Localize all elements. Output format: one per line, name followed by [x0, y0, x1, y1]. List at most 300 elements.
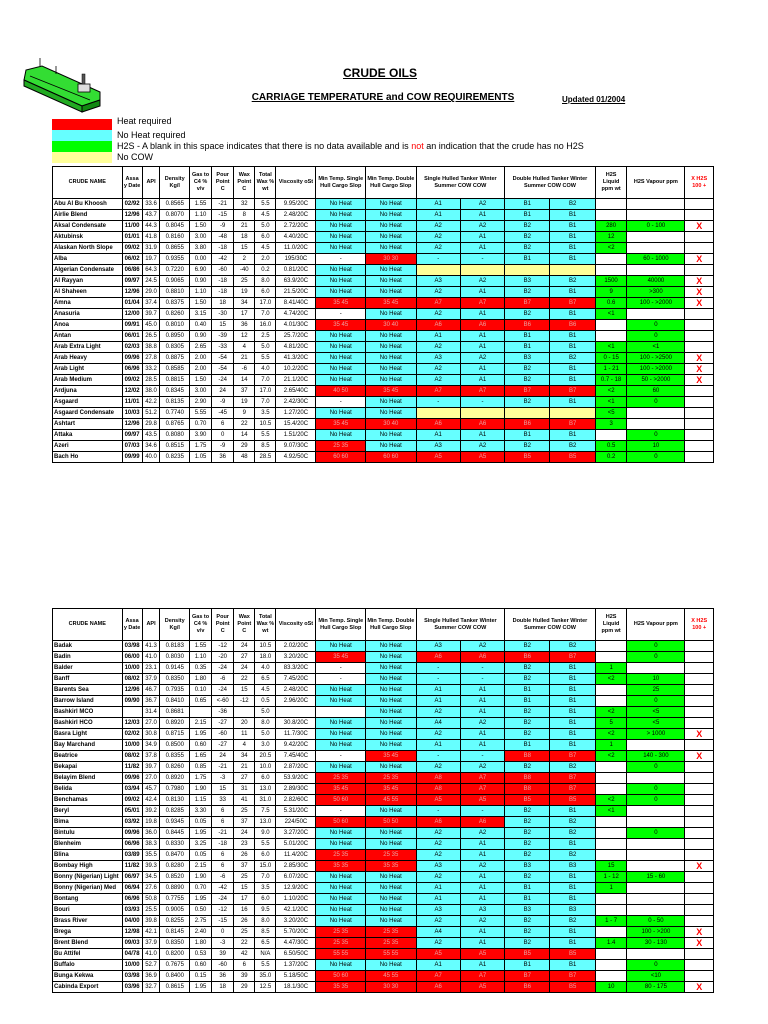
table-cell: Bombay High	[53, 861, 123, 872]
table-cell: Anasuria	[53, 309, 123, 320]
table-cell	[595, 641, 627, 652]
table-cell: 0	[627, 652, 685, 663]
table-cell: 0.8920	[160, 773, 190, 784]
table-cell: No Heat	[316, 718, 366, 729]
table-cell: No Heat	[366, 243, 417, 254]
table-cell: 09/02	[122, 375, 142, 386]
table-cell: 24	[234, 663, 255, 674]
table-cell: 25 35	[366, 927, 417, 938]
table-cell: 0.8135	[160, 397, 190, 408]
table-cell: 27.0	[142, 773, 160, 784]
table-cell: -42	[212, 883, 234, 894]
table-cell: B5	[550, 795, 595, 806]
table-cell: 1.10	[190, 287, 212, 298]
table-cell: 1.75	[190, 441, 212, 452]
table-row	[53, 232, 714, 243]
table-cell: 0.8515	[160, 441, 190, 452]
table-cell: 30 40	[366, 320, 417, 331]
table-cell: 0.8280	[160, 861, 190, 872]
table-cell: B2	[505, 674, 550, 685]
table-cell: 1.95	[190, 982, 212, 993]
table-cell: 41.3	[142, 641, 160, 652]
table-cell: A5	[460, 795, 504, 806]
table-cell: 8.0	[255, 276, 276, 287]
table-cell: B5	[505, 452, 550, 463]
table-cell	[276, 707, 316, 718]
table-cell: Bu Attifel	[53, 949, 123, 960]
table-cell: 27	[234, 652, 255, 663]
table-cell: No Heat	[316, 828, 366, 839]
table-cell: 12/96	[122, 287, 142, 298]
table-cell: X	[685, 375, 714, 386]
table-cell: Attaka	[53, 430, 123, 441]
table-cell: 1	[595, 663, 627, 674]
table-row	[53, 960, 714, 971]
table-cell: 15.4/20C	[276, 419, 316, 430]
table-cell: 8	[234, 210, 255, 221]
table-cell: A1	[416, 960, 460, 971]
table-cell: N/A	[255, 949, 276, 960]
table-cell	[685, 663, 714, 674]
table-cell: B6	[505, 652, 550, 663]
table-cell: 0.2	[255, 265, 276, 276]
table-cell: 0	[627, 320, 685, 331]
table-cell: 13.0	[255, 817, 276, 828]
table-cell: 17	[234, 894, 255, 905]
table-cell: 2.40	[190, 927, 212, 938]
table-cell: -21	[212, 199, 234, 210]
table-cell: Arab Light	[53, 364, 123, 375]
table-cell: B7	[550, 773, 595, 784]
table-cell	[685, 960, 714, 971]
table-cell: 24	[212, 751, 234, 762]
table-cell: B1	[550, 243, 595, 254]
table-cell: A6	[460, 320, 504, 331]
table-cell: A1	[460, 232, 504, 243]
table-cell	[685, 342, 714, 353]
table-cell: -18	[212, 839, 234, 850]
table-cell: B3	[505, 353, 550, 364]
tanker-ship-icon	[20, 48, 104, 116]
table-cell: A1	[416, 685, 460, 696]
table-cell: -	[460, 674, 504, 685]
table-cell: B1	[550, 364, 595, 375]
table-row	[53, 375, 714, 386]
table-cell: 6.07/20C	[276, 872, 316, 883]
table-cell: 1.15	[190, 795, 212, 806]
table-cell: B1	[550, 309, 595, 320]
table-cell: 5.0	[255, 707, 276, 718]
table-cell: 16.0	[255, 320, 276, 331]
table-row	[53, 696, 714, 707]
table-cell: -	[416, 397, 460, 408]
table-cell: 5	[595, 718, 627, 729]
column-header: H2S Vapour ppm	[627, 167, 685, 199]
table-cell: X	[685, 861, 714, 872]
table-cell: 0.7220	[160, 265, 190, 276]
table-cell: 29.8	[142, 419, 160, 430]
column-header: Min Temp. Single Hull Cargo Slop	[316, 609, 366, 641]
table-cell: B2	[505, 232, 550, 243]
table-cell: 0	[627, 430, 685, 441]
table-cell	[595, 960, 627, 971]
table-cell	[685, 452, 714, 463]
table-cell: 7.0	[255, 375, 276, 386]
table-cell: 5.5	[255, 960, 276, 971]
table-cell: A1	[416, 740, 460, 751]
table-cell: 0.8345	[160, 386, 190, 397]
table-cell: 0.8815	[160, 375, 190, 386]
table-cell: B1	[550, 287, 595, 298]
table-cell	[685, 773, 714, 784]
table-cell: 35 45	[316, 298, 366, 309]
table-cell: Arab Medium	[53, 375, 123, 386]
table-cell: -9	[212, 397, 234, 408]
table-cell: 38.8	[142, 342, 160, 353]
table-cell: 0.8260	[160, 762, 190, 773]
table-cell: 0.05	[190, 817, 212, 828]
table-cell: -24	[212, 894, 234, 905]
table-cell: 9.95/20C	[276, 199, 316, 210]
table-cell: A1	[460, 938, 504, 949]
table-row	[53, 916, 714, 927]
table-cell: 13.0	[255, 784, 276, 795]
table-row	[53, 298, 714, 309]
table-row	[53, 740, 714, 751]
table-cell: 5.0	[255, 729, 276, 740]
table-cell: 07/03	[122, 441, 142, 452]
table-cell: 4	[234, 342, 255, 353]
table-row	[53, 320, 714, 331]
table-cell: 37	[234, 817, 255, 828]
table-cell: 12/96	[122, 685, 142, 696]
table-cell: B7	[550, 751, 595, 762]
table-cell: A6	[416, 817, 460, 828]
column-header: API	[142, 167, 160, 199]
table-cell: 31.9	[142, 243, 160, 254]
table-cell: Al Shaheen	[53, 287, 123, 298]
table-row	[53, 718, 714, 729]
table-cell	[685, 652, 714, 663]
table-cell: B1	[550, 331, 595, 342]
table-cell: 2.0	[255, 254, 276, 265]
column-header: Total Wax % wt	[255, 609, 276, 641]
table-cell: B2	[505, 762, 550, 773]
table-cell: 0.8010	[160, 320, 190, 331]
table-cell: 35 45	[316, 320, 366, 331]
table-cell: No Heat	[316, 353, 366, 364]
table-cell: 4	[234, 740, 255, 751]
table-cell: -18	[212, 276, 234, 287]
table-cell	[685, 817, 714, 828]
table-cell: 15	[234, 685, 255, 696]
table-cell	[595, 210, 627, 221]
table-cell: 06/01	[122, 331, 142, 342]
table-cell: No Heat	[366, 375, 417, 386]
table-cell: B1	[550, 883, 595, 894]
table-cell: 0.8520	[160, 872, 190, 883]
table-cell	[627, 883, 685, 894]
table-cell: 0.50	[190, 905, 212, 916]
table-cell	[550, 265, 595, 276]
legend-text: No Heat required	[117, 130, 186, 140]
table-cell: Asgaard Condensate	[53, 408, 123, 419]
table-cell: 20	[234, 718, 255, 729]
table-cell	[627, 773, 685, 784]
table-cell: Aksal Condensate	[53, 221, 123, 232]
table-cell: 06/00	[122, 652, 142, 663]
table-cell: A4	[416, 718, 460, 729]
table-cell: 3.0	[255, 740, 276, 751]
table-cell	[595, 265, 627, 276]
table-cell: 0.5	[255, 696, 276, 707]
table-cell: A3	[460, 905, 504, 916]
table-cell: A7	[460, 298, 504, 309]
table-cell: 0.8145	[160, 927, 190, 938]
table-cell: 41	[234, 795, 255, 806]
table-row	[53, 342, 714, 353]
table-cell: 30 40	[366, 419, 417, 430]
table-cell: 1.75	[190, 773, 212, 784]
table-cell: 1.80	[190, 674, 212, 685]
table-cell: B1	[505, 960, 550, 971]
table-cell: A1	[460, 430, 504, 441]
table-cell: B2	[505, 309, 550, 320]
table-cell: A2	[416, 232, 460, 243]
table-cell: 9.07/30C	[276, 441, 316, 452]
table-cell: 09/96	[122, 773, 142, 784]
table-row	[53, 773, 714, 784]
table-cell: 14	[234, 375, 255, 386]
table-cell: 0.8235	[160, 452, 190, 463]
table-cell: 3.00	[190, 386, 212, 397]
table-cell	[627, 817, 685, 828]
table-cell: A2	[416, 850, 460, 861]
table-cell: No Heat	[366, 905, 417, 916]
table-cell: 10	[627, 441, 685, 452]
table-cell: 26	[234, 850, 255, 861]
table-cell: 1.4	[595, 938, 627, 949]
table-cell: B2	[505, 817, 550, 828]
table-cell: 0.8715	[160, 729, 190, 740]
table-cell	[505, 265, 550, 276]
table-cell: B1	[550, 397, 595, 408]
table-row	[53, 397, 714, 408]
table-cell: 34.9	[142, 740, 160, 751]
table-cell: 0.90	[190, 331, 212, 342]
table-cell: Benchamas	[53, 795, 123, 806]
table-cell: B1	[505, 894, 550, 905]
table-cell: 25	[234, 872, 255, 883]
table-cell	[685, 795, 714, 806]
table-cell	[627, 663, 685, 674]
table-cell: No Heat	[366, 265, 417, 276]
table-cell	[627, 199, 685, 210]
table-cell: A2	[460, 861, 504, 872]
table-cell: 0.7935	[160, 685, 190, 696]
table-cell: 6	[212, 817, 234, 828]
table-cell: 0.8355	[160, 751, 190, 762]
column-header: Min Temp. Single Hull Cargo Slop	[316, 167, 366, 199]
table-cell: 8.41/40C	[276, 298, 316, 309]
table-cell: 29	[234, 982, 255, 993]
table-cell: -21	[212, 828, 234, 839]
table-cell: 3.27/20C	[276, 828, 316, 839]
table-cell: 6.0	[255, 894, 276, 905]
table-cell: B1	[505, 342, 550, 353]
table-cell: 63.9/20C	[276, 276, 316, 287]
table-cell: 0	[627, 696, 685, 707]
table-cell: 10/00	[122, 960, 142, 971]
table-cell: A1	[460, 707, 504, 718]
table-cell	[595, 773, 627, 784]
table-cell: No Heat	[316, 894, 366, 905]
table-cell: 0.35	[190, 663, 212, 674]
table-cell: 18	[212, 982, 234, 993]
table-row	[53, 971, 714, 982]
table-cell: B5	[550, 949, 595, 960]
table-cell: B6	[505, 419, 550, 430]
table-cell: 6	[212, 806, 234, 817]
table-cell: No Heat	[316, 872, 366, 883]
table-cell: B1	[550, 696, 595, 707]
table-cell: 3.90	[190, 430, 212, 441]
table-cell: -	[460, 397, 504, 408]
table-cell: 34	[234, 751, 255, 762]
table-cell	[595, 331, 627, 342]
table-cell: A4	[416, 927, 460, 938]
table-cell: Abu Al Bu Khoosh	[53, 199, 123, 210]
table-cell: No Heat	[316, 331, 366, 342]
table-cell: -54	[212, 364, 234, 375]
column-header: Double Hulled Tanker Winter Summer COW COW	[505, 167, 596, 199]
table-cell: 0.8070	[160, 210, 190, 221]
table-cell: No Heat	[316, 342, 366, 353]
table-cell: 1.37/20C	[276, 960, 316, 971]
table-cell: 2.96/20C	[276, 696, 316, 707]
updated-date: Updated 01/2004	[562, 95, 626, 104]
table-cell: A8	[416, 784, 460, 795]
table-cell: A5	[416, 795, 460, 806]
table-cell: B2	[505, 221, 550, 232]
page-title: CRUDE OILS	[342, 66, 417, 80]
table-cell: A1	[460, 696, 504, 707]
table-cell: A6	[416, 419, 460, 430]
table-cell: 27	[234, 773, 255, 784]
table-row	[53, 707, 714, 718]
column-header: Double Hulled Tanker Winter Summer COW COW	[505, 609, 596, 641]
table-cell: 0	[627, 828, 685, 839]
table-cell: 1.55	[190, 641, 212, 652]
table-cell: 0	[212, 927, 234, 938]
table-cell: -18	[212, 243, 234, 254]
table-cell: B7	[550, 386, 595, 397]
table-cell: No Heat	[316, 641, 366, 652]
table-cell: No Heat	[366, 199, 417, 210]
table-cell: 10.0	[255, 762, 276, 773]
table-cell	[595, 696, 627, 707]
table-cell	[627, 408, 685, 419]
table-cell	[595, 839, 627, 850]
table-cell: 37.4	[142, 298, 160, 309]
table-cell: <2	[595, 707, 627, 718]
table-cell: 6.0	[255, 773, 276, 784]
table-cell: -12	[212, 905, 234, 916]
table-row	[53, 872, 714, 883]
table-cell: 2.5	[255, 331, 276, 342]
table-cell: 09/97	[122, 430, 142, 441]
table-row	[53, 850, 714, 861]
table-cell: A3	[416, 441, 460, 452]
table-cell: B8	[505, 784, 550, 795]
table-cell: B7	[550, 652, 595, 663]
table-row	[53, 806, 714, 817]
table-cell: 14	[234, 430, 255, 441]
table-cell	[685, 828, 714, 839]
table-cell: -12	[212, 641, 234, 652]
table-cell: 44.3	[142, 221, 160, 232]
table-cell: 25	[234, 927, 255, 938]
table-cell: 0	[627, 452, 685, 463]
column-header: Viscosity oSt	[276, 167, 316, 199]
table-cell	[595, 828, 627, 839]
table-cell: 1.05	[190, 452, 212, 463]
table-cell: 08/02	[122, 674, 142, 685]
table-cell: B2	[550, 850, 595, 861]
table-cell: 42.2	[142, 397, 160, 408]
table-cell	[190, 707, 212, 718]
table-cell: 6	[234, 960, 255, 971]
table-cell: 50.8	[142, 894, 160, 905]
table-cell	[685, 872, 714, 883]
table-cell: -3	[212, 773, 234, 784]
table-cell: 30.8/20C	[276, 718, 316, 729]
table-cell	[685, 685, 714, 696]
table-cell: B1	[550, 221, 595, 232]
table-cell: No Heat	[316, 905, 366, 916]
table-cell: 09/02	[122, 243, 142, 254]
table-cell: No Heat	[316, 199, 366, 210]
table-cell	[685, 419, 714, 430]
table-cell: 5.01/20C	[276, 839, 316, 850]
table-cell: 37	[234, 861, 255, 872]
table-cell: 7.5	[255, 806, 276, 817]
table-cell: 15	[212, 784, 234, 795]
table-cell: 30 - 130	[627, 938, 685, 949]
table-cell	[627, 850, 685, 861]
table-cell: -	[316, 663, 366, 674]
table-cell: 0	[212, 430, 234, 441]
table-cell: 0.60	[190, 960, 212, 971]
table-cell: 33.2	[142, 364, 160, 375]
column-header: H2S Vapour ppm	[627, 609, 685, 641]
table-cell: B2	[505, 364, 550, 375]
table-row	[53, 784, 714, 795]
column-header: X H2S 100 +	[685, 609, 714, 641]
table-cell: 36.0	[142, 828, 160, 839]
table-cell: No Heat	[316, 210, 366, 221]
table-cell: 25 35	[366, 773, 417, 784]
table-cell: 25	[234, 276, 255, 287]
table-cell: 60 60	[366, 452, 417, 463]
table-cell: B5	[505, 949, 550, 960]
table-row	[53, 795, 714, 806]
table-cell: 0.7675	[160, 960, 190, 971]
table-cell: 17	[234, 309, 255, 320]
table-cell: 3.20/20C	[276, 916, 316, 927]
table-cell	[685, 740, 714, 751]
table-cell: A6	[416, 320, 460, 331]
